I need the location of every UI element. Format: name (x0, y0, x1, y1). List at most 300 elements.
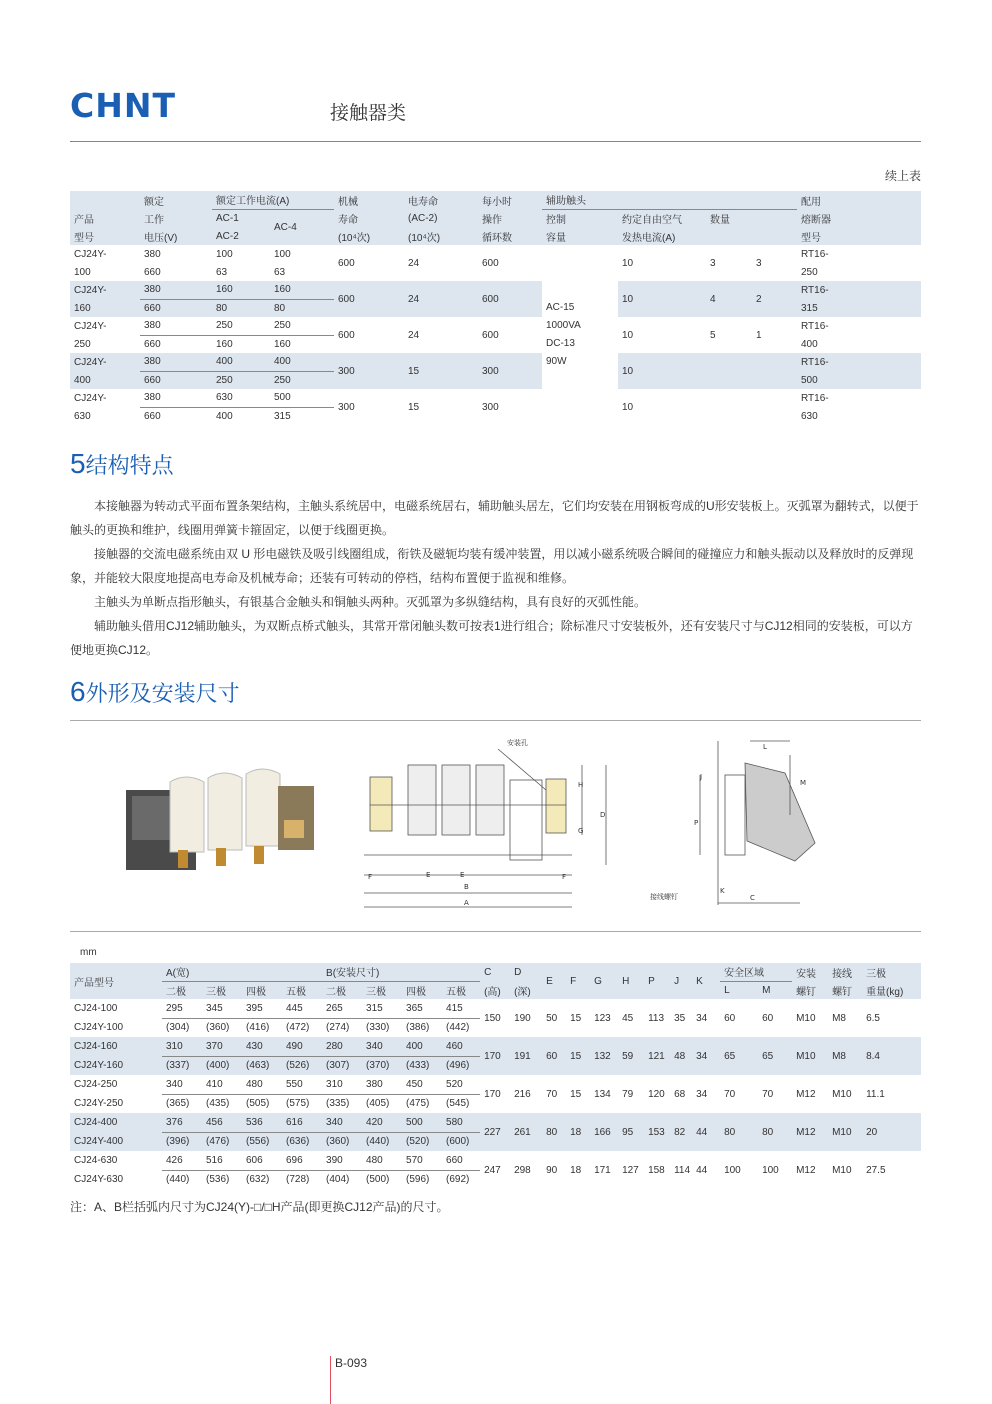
cell-h: 127 (622, 1164, 639, 1176)
dim-d: D (600, 811, 606, 819)
cell-volt-2: 660 (144, 410, 161, 422)
table-row (70, 1075, 921, 1094)
cell-ac4: 500 (270, 389, 334, 407)
cell-ac4-2: 250 (270, 371, 334, 389)
cell-mech: 600 (338, 329, 355, 341)
cell-j: 82 (670, 1113, 692, 1151)
cell-b: (692) (446, 1174, 470, 1186)
th-weight-2: 重量(kg) (866, 986, 904, 998)
cell-ws: M8 (832, 1012, 846, 1024)
cell-model: CJ24Y-630 (74, 1174, 124, 1185)
cell-a: (556) (242, 1132, 282, 1151)
cell-ac4: 400 (270, 353, 334, 371)
dim-g: G (578, 827, 584, 835)
th-b-3p: 三极 (366, 986, 387, 998)
cell-a: (304) (166, 1022, 190, 1034)
table-row (70, 317, 921, 335)
cell-f: 15 (570, 1012, 582, 1024)
th-ctrl-1: 控制 (546, 214, 566, 226)
cell-m: 60 (762, 1012, 774, 1024)
cell-fuse-2: 500 (797, 371, 921, 389)
cell-qty-no (706, 389, 752, 425)
cell-a: 516 (202, 1151, 242, 1170)
cell-a: 616 (282, 1113, 322, 1132)
cell-a: 480 (242, 1075, 282, 1094)
cell-a: (526) (282, 1056, 322, 1075)
ctrl-ac15: AC-15 (546, 302, 575, 313)
cell-b: 400 (402, 1037, 442, 1056)
cell-d: 216 (514, 1088, 531, 1100)
cell-b: 315 (362, 999, 402, 1018)
cell-c: 150 (484, 1012, 501, 1024)
cell-d: 190 (514, 1012, 531, 1024)
product-photo (118, 760, 328, 890)
cell-b: 450 (402, 1075, 442, 1094)
cell-b: 570 (402, 1151, 442, 1170)
cell-fuse: RT16- (801, 392, 829, 404)
cell-ith: 10 (622, 329, 634, 341)
side-view-drawing (650, 735, 820, 915)
cell-a: 536 (242, 1113, 282, 1132)
cell-ac4: 100 (274, 248, 291, 260)
cell-model: CJ24Y- (74, 392, 107, 404)
dim-c: C (750, 894, 755, 902)
cell-b: 580 (442, 1113, 480, 1132)
dim-b: B (464, 883, 469, 891)
cell-ops: 600 (482, 329, 499, 341)
cell-d: 191 (510, 1037, 542, 1075)
th-current: 额定工作电流(A) (212, 191, 334, 209)
cell-b: (335) (326, 1098, 350, 1110)
cell-ms: M10 (796, 1012, 816, 1024)
th-b-4p: 四极 (406, 986, 427, 998)
cell-elec: 15 (404, 353, 478, 389)
cell-ac4: 160 (270, 281, 334, 299)
cell-b: (500) (366, 1174, 390, 1186)
th-wire-2: 螺钉 (832, 986, 853, 998)
cell-f: 18 (566, 1113, 590, 1151)
th-wire-1: 接线 (832, 968, 853, 980)
cell-j: 114 (674, 1164, 691, 1176)
cell-model-2: 630 (74, 410, 91, 422)
header-divider (70, 141, 921, 142)
table-row (70, 353, 921, 371)
cell-b: (545) (446, 1098, 470, 1110)
page-marker (330, 1356, 331, 1404)
th-model: 产品型号 (74, 977, 114, 989)
cell-a: (536) (206, 1174, 230, 1186)
th-m: M (762, 984, 771, 996)
cell-l: 80 (720, 1113, 758, 1151)
cell-ms: M12 (796, 1164, 816, 1176)
cell-volt-2: 660 (144, 266, 161, 278)
dim-h: H (578, 781, 584, 789)
cell-qty-no: 3 (710, 257, 716, 269)
th-a-2p: 二极 (166, 986, 186, 998)
cell-ac2: 400 (216, 410, 233, 422)
continued-label: 续上表 (884, 169, 921, 183)
cell-a: (472) (286, 1022, 310, 1034)
th-f: F (570, 975, 577, 987)
cell-qty-nc: 2 (752, 281, 797, 317)
front-view-drawing (350, 735, 620, 915)
cell-ops: 600 (482, 257, 499, 269)
th-ith-2: 发热电流(A) (622, 232, 676, 244)
cell-elec: 24 (408, 257, 420, 269)
cell-a: (360) (206, 1022, 230, 1034)
cell-volt-2: 660 (140, 371, 212, 389)
cell-b: (433) (402, 1056, 442, 1075)
cell-b: 480 (362, 1151, 402, 1170)
ctrl-1000va: 1000VA (546, 320, 581, 331)
paragraph: 主触头为单断点指形触头，有银基合金触头和铜触头两种。灭弧罩为多纵缝结构，具有良好的灭弧性能。 (94, 595, 647, 609)
cell-ws: M10 (832, 1164, 852, 1176)
cell-a: (400) (202, 1056, 242, 1075)
cell-model-2: 400 (70, 371, 140, 389)
cell-b: (496) (442, 1056, 480, 1075)
cell-p: 120 (648, 1088, 665, 1100)
cell-b: (440) (362, 1132, 402, 1151)
table-row (70, 281, 921, 299)
cell-f: 15 (570, 1088, 582, 1100)
cell-a: (463) (242, 1056, 282, 1075)
cell-model: CJ24Y- (74, 320, 107, 332)
cell-b: 340 (322, 1113, 362, 1132)
cell-model: CJ24Y- (70, 353, 140, 371)
th-ac1: AC-1 (216, 212, 239, 224)
th-k: K (696, 975, 703, 987)
cell-qty-nc: 1 (756, 329, 762, 341)
cell-ac2: 63 (216, 266, 228, 278)
cell-ac4: 250 (270, 317, 334, 335)
th-ctrl-2: 容量 (546, 232, 566, 244)
label-mounting-hole: 安装孔 (507, 739, 528, 747)
cell-f: 15 (566, 1037, 590, 1075)
dim-f: F (368, 873, 373, 881)
th-volt-1: 额定 (144, 196, 164, 208)
cell-a: 310 (162, 1037, 202, 1056)
cell-b: (360) (322, 1132, 362, 1151)
th-ac2: AC-2 (216, 230, 239, 242)
th-model-2: 型号 (74, 232, 94, 244)
cell-a: (476) (202, 1132, 242, 1151)
cell-a: (575) (286, 1098, 310, 1110)
cell-a: 696 (282, 1151, 322, 1170)
cell-model: CJ24-630 (74, 1155, 118, 1166)
cell-ac1: 250 (212, 317, 270, 335)
cell-b: 660 (442, 1151, 480, 1170)
cell-g: 132 (590, 1037, 618, 1075)
cell-a: (636) (282, 1132, 322, 1151)
cell-k: 44 (696, 1164, 708, 1176)
cell-e: 80 (542, 1113, 566, 1151)
cell-model: CJ24-160 (70, 1037, 162, 1056)
cell-model: CJ24-400 (70, 1113, 162, 1132)
cell-b: (520) (402, 1132, 442, 1151)
cell-mech: 300 (338, 401, 355, 413)
cell-mech: 600 (334, 281, 404, 317)
cell-volt: 380 (144, 248, 161, 260)
cell-a: (505) (246, 1098, 270, 1110)
drawing-divider (70, 931, 921, 932)
cell-k: 34 (696, 1088, 708, 1100)
th-ops-3: 循环数 (482, 232, 512, 244)
dim-p: P (694, 819, 699, 827)
th-b: B(安装尺寸) (322, 963, 480, 981)
cell-g: 166 (590, 1113, 618, 1151)
cell-elec: 15 (408, 401, 420, 413)
cell-volt: 380 (140, 389, 212, 407)
table-row (70, 245, 921, 263)
cell-w: 11.1 (866, 1088, 885, 1100)
cell-a: (396) (162, 1132, 202, 1151)
cell-h: 79 (622, 1088, 634, 1100)
th-mech-3: (10⁴次) (338, 232, 371, 244)
section-5-number: 5 (70, 448, 86, 479)
cell-h: 45 (622, 1012, 634, 1024)
th-ops-1: 每小时 (482, 196, 512, 208)
cell-j: 48 (670, 1037, 692, 1075)
cell-a: 395 (242, 999, 282, 1018)
cell-p: 158 (648, 1164, 665, 1176)
th-safe-zone: 安全区域 (720, 963, 792, 981)
cell-b: 365 (402, 999, 442, 1018)
cell-w: 27.5 (866, 1164, 886, 1176)
cell-volt: 380 (140, 353, 212, 371)
cell-model: CJ24-100 (74, 1003, 118, 1014)
dim-k: K (720, 887, 725, 895)
th-c: C (484, 966, 492, 978)
cell-ms: M10 (792, 1037, 828, 1075)
th-elec-3: (10⁴次) (408, 232, 441, 244)
th-mount-2: 螺钉 (796, 986, 817, 998)
cell-model: CJ24Y- (70, 281, 140, 299)
cell-b: (442) (446, 1022, 470, 1034)
cell-a: 456 (202, 1113, 242, 1132)
cell-mech: 300 (334, 353, 404, 389)
cell-ac1: 100 (216, 248, 233, 260)
cell-m: 70 (762, 1088, 774, 1100)
cell-a: (440) (166, 1174, 190, 1186)
cell-ac4-2: 63 (274, 266, 286, 278)
th-p: P (648, 975, 655, 987)
dim-j: J (700, 773, 703, 781)
cell-model-2: 160 (70, 299, 140, 317)
cell-a: (435) (206, 1098, 230, 1110)
cell-c: 227 (480, 1113, 510, 1151)
section-divider (70, 720, 921, 721)
cell-b: (330) (366, 1022, 390, 1034)
cell-a: 370 (202, 1037, 242, 1056)
cell-a: 426 (162, 1151, 202, 1170)
cell-j: 35 (674, 1012, 686, 1024)
cell-b: (600) (442, 1132, 480, 1151)
paragraph: 辅助触头借用CJ12辅助触头，为双断点桥式触头，其常开常闭触头数可按表1进行组合；除标准尺寸安装板外，还有安装尺寸与CJ12相同的安装板，可以方便地更换CJ12。 (70, 619, 913, 657)
th-l: L (724, 984, 730, 996)
cell-qty-no: 5 (710, 329, 716, 341)
dim-a: A (464, 899, 469, 907)
cell-ac1: 400 (212, 353, 270, 371)
cell-ac2: 160 (216, 338, 233, 350)
cell-volt: 380 (140, 281, 212, 299)
cell-b: (596) (406, 1174, 430, 1186)
table-2 (70, 963, 921, 1189)
section-5-heading: 结构特点 (85, 453, 174, 478)
cell-p: 121 (644, 1037, 670, 1075)
cell-b: (475) (406, 1098, 430, 1110)
cell-ws: M8 (828, 1037, 862, 1075)
th-weight-1: 三极 (866, 968, 887, 980)
th-ac4: AC-4 (274, 221, 297, 233)
cell-fuse: RT16- (801, 248, 829, 260)
cell-a: 345 (202, 999, 242, 1018)
cell-ac4-2: 80 (270, 299, 334, 317)
cell-m: 100 (762, 1164, 779, 1176)
cell-b: 280 (322, 1037, 362, 1056)
th-d: D (514, 966, 522, 978)
cell-e: 50 (546, 1012, 558, 1024)
cell-model: CJ24Y-400 (70, 1132, 162, 1151)
cell-c: 247 (484, 1164, 501, 1176)
cell-b: 265 (322, 999, 362, 1018)
cell-qty-nc (752, 353, 797, 389)
cell-elec: 24 (404, 281, 478, 317)
th-ith-1: 约定自由空气 (622, 214, 682, 226)
table-row (70, 1113, 921, 1132)
cell-a: (365) (166, 1098, 190, 1110)
cell-model: CJ24-250 (74, 1079, 118, 1090)
section-6-number: 6 (70, 676, 86, 707)
cell-m: 65 (758, 1037, 792, 1075)
dim-l: L (763, 743, 767, 751)
cell-model-2: 250 (74, 338, 91, 350)
cell-k: 34 (692, 1037, 720, 1075)
cell-ith: 10 (618, 281, 706, 317)
cell-volt-2: 660 (140, 299, 212, 317)
cell-c: 170 (480, 1037, 510, 1075)
cell-w: 20 (862, 1113, 921, 1151)
cell-b: 390 (322, 1151, 362, 1170)
th-elec-2: (AC-2) (408, 212, 438, 224)
cell-e: 90 (546, 1164, 558, 1176)
cell-e: 60 (542, 1037, 566, 1075)
cell-a: 295 (162, 999, 202, 1018)
cell-ms: M12 (792, 1113, 828, 1151)
paragraph: 接触器的交流电磁系统由双 U 形电磁铁及吸引线圈组成，衔铁及磁轭均装有缓冲装置，用以减小磁系统吸合瞬间的碰撞应力和触头振动以及释放时的反弹现象，并能较大限度地提高电寿命及机械寿命；还装有可转动的停档，结构布置便于监视和维修。 (70, 547, 914, 585)
cell-a: 490 (282, 1037, 322, 1056)
cell-ac1: 160 (212, 281, 270, 299)
cell-ac4-2: 160 (274, 338, 291, 350)
cell-a: 376 (162, 1113, 202, 1132)
table-row (70, 389, 921, 407)
cell-g: 123 (594, 1012, 611, 1024)
cell-ith: 10 (622, 401, 634, 413)
cell-b: (386) (406, 1022, 430, 1034)
cell-h: 59 (618, 1037, 644, 1075)
th-g: G (594, 975, 602, 987)
cell-fuse-2: 630 (801, 410, 818, 422)
cell-a: 340 (162, 1075, 202, 1094)
cell-mech: 600 (338, 257, 355, 269)
cell-k: 34 (696, 1012, 708, 1024)
cell-volt: 380 (140, 317, 212, 335)
cell-f: 18 (570, 1164, 582, 1176)
cell-d: 261 (510, 1113, 542, 1151)
cell-a: (337) (162, 1056, 202, 1075)
cell-b: (370) (362, 1056, 402, 1075)
cell-ms: M12 (796, 1088, 816, 1100)
th-volt-2: 工作 (144, 214, 164, 226)
cell-ops: 300 (478, 353, 542, 389)
dim-m: M (800, 779, 807, 787)
cell-ac2: 80 (212, 299, 270, 317)
th-fuse-2: 熔断器 (801, 214, 831, 226)
cell-ops: 300 (482, 401, 499, 413)
cell-b: (404) (326, 1174, 350, 1186)
cell-qty-no (706, 353, 752, 389)
cell-a: (728) (286, 1174, 310, 1186)
cell-qty-nc: 3 (756, 257, 762, 269)
cell-p: 153 (644, 1113, 670, 1151)
th-b-2p: 二极 (326, 986, 347, 998)
th-volt-3: 电压(V) (144, 232, 178, 244)
cell-e: 70 (546, 1088, 558, 1100)
section-6-heading: 外形及安装尺寸 (85, 681, 240, 706)
th-ops-2: 操作 (482, 214, 502, 226)
cell-fuse: RT16- (801, 320, 829, 332)
ctrl-dc13: DC-13 (546, 338, 575, 349)
cell-ac4-2: 315 (274, 410, 291, 422)
cell-b: 420 (362, 1113, 402, 1132)
cell-b: 340 (362, 1037, 402, 1056)
cell-ac1: 630 (212, 389, 270, 407)
table-row (70, 1151, 921, 1170)
section-5-body (70, 494, 922, 662)
th-d-sub: (深) (514, 986, 531, 998)
cell-elec: 24 (408, 329, 420, 341)
cell-ops: 600 (478, 281, 542, 317)
cell-model: CJ24Y-100 (74, 1022, 124, 1033)
cell-l: 100 (724, 1164, 741, 1176)
th-mech-2: 寿命 (338, 214, 358, 226)
cell-b: (307) (322, 1056, 362, 1075)
cell-b: 460 (442, 1037, 480, 1056)
th-a-3p: 三极 (206, 986, 226, 998)
th-model-1: 产品 (74, 214, 94, 226)
cell-a: 445 (282, 999, 322, 1018)
cell-a: (416) (246, 1022, 270, 1034)
cell-ws: M10 (828, 1113, 862, 1151)
cell-model: CJ24Y-250 (74, 1098, 124, 1109)
cell-a: 410 (202, 1075, 242, 1094)
cell-b: 415 (442, 999, 480, 1018)
table-row (70, 1037, 921, 1056)
cell-l: 60 (724, 1012, 736, 1024)
label-terminal-screw: 接线螺钉 (650, 893, 678, 901)
cell-c: 170 (484, 1088, 501, 1100)
cell-ctrl-capacity (542, 245, 618, 425)
th-elec-1: 电寿命 (408, 196, 438, 208)
cell-ith: 10 (618, 353, 706, 389)
cell-l: 65 (720, 1037, 758, 1075)
cell-a: 606 (242, 1151, 282, 1170)
cell-p: 113 (648, 1012, 665, 1024)
dim-f-2: F (562, 873, 567, 881)
cell-ac2: 250 (212, 371, 270, 389)
ctrl-90w: 90W (546, 356, 567, 367)
th-a-5p: 五极 (286, 986, 306, 998)
cell-qty-nc (752, 389, 797, 425)
